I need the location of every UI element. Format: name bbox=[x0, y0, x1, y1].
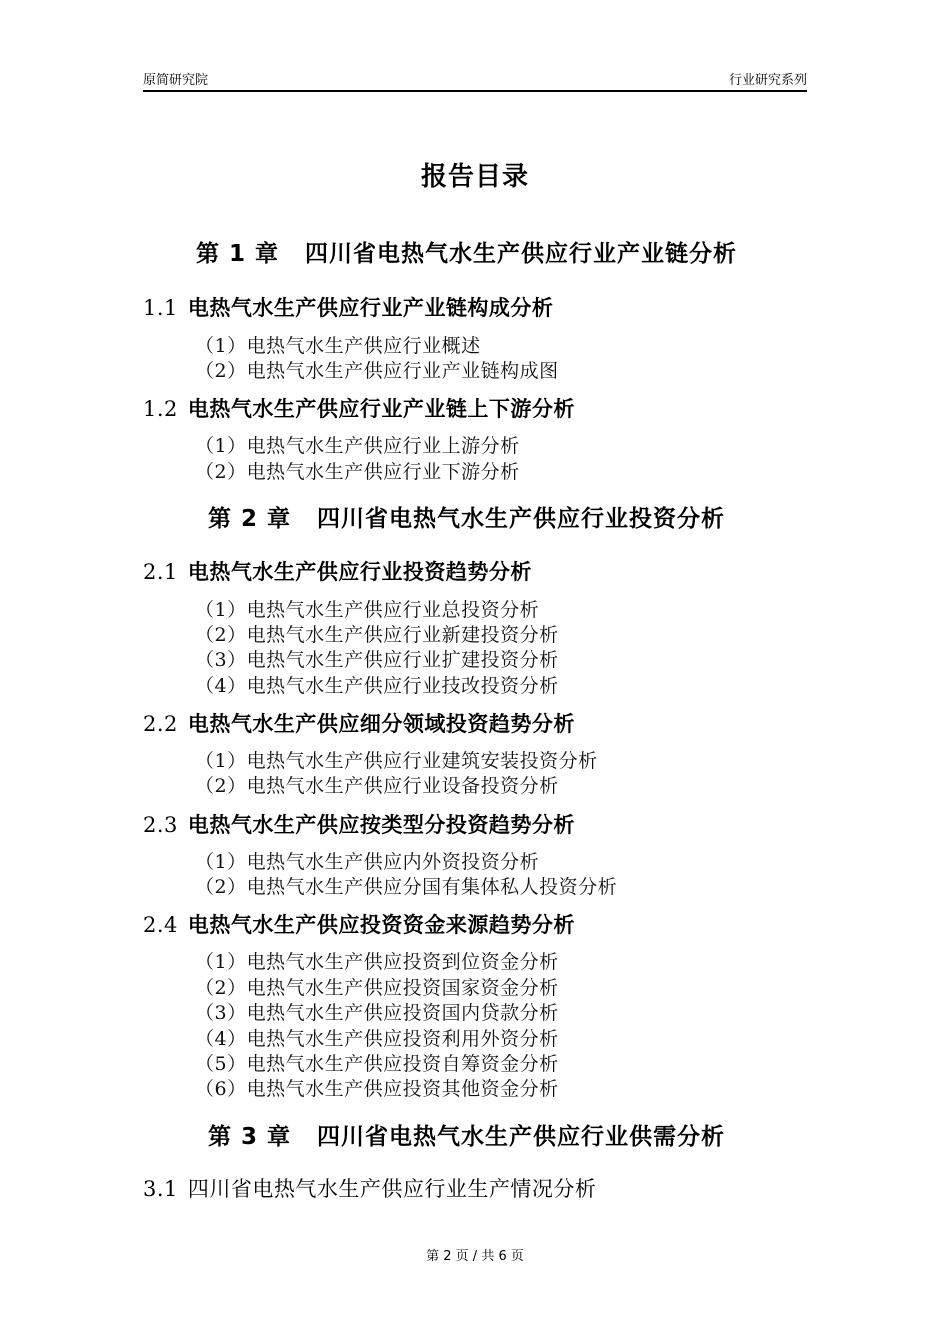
section-title: 电热气水生产供应行业产业链构成分析 bbox=[187, 296, 554, 320]
chapter-title: 四川省电热气水生产供应行业投资分析 bbox=[317, 506, 726, 532]
publisher-name: 原简研究院 bbox=[143, 73, 209, 88]
toc-item: （3）电热气水生产供应投资国内贷款分析 bbox=[195, 1002, 559, 1024]
toc-item: （2）电热气水生产供应行业下游分析 bbox=[195, 461, 520, 483]
section-title: 四川省电热气水生产供应行业生产情况分析 bbox=[187, 1177, 597, 1201]
toc-item: （4）电热气水生产供应行业技改投资分析 bbox=[195, 675, 559, 697]
section-number: 2.1 bbox=[143, 560, 178, 584]
toc-item: （2）电热气水生产供应行业设备投资分析 bbox=[195, 775, 559, 797]
toc-item: （1）电热气水生产供应投资到位资金分析 bbox=[195, 951, 559, 973]
section-heading bbox=[143, 292, 553, 322]
section-number: 1.1 bbox=[143, 296, 178, 320]
toc-item: （1）电热气水生产供应内外资投资分析 bbox=[195, 851, 540, 873]
section-title: 电热气水生产供应细分领域投资趋势分析 bbox=[187, 712, 575, 736]
series-name: 行业研究系列 bbox=[728, 73, 807, 88]
section-title: 电热气水生产供应行业投资趋势分析 bbox=[187, 560, 532, 584]
section-number: 2.4 bbox=[143, 913, 178, 937]
section-title: 电热气水生产供应行业产业链上下游分析 bbox=[187, 397, 575, 421]
section-heading bbox=[143, 708, 575, 738]
toc-item: （5）电热气水生产供应投资自筹资金分析 bbox=[195, 1053, 559, 1075]
page-number: 第 2 页 / 共 6 页 bbox=[426, 1249, 524, 1264]
chapter-number: 第 2 章 bbox=[208, 506, 292, 532]
chapter-number: 第 1 章 bbox=[196, 241, 280, 267]
chapter-heading bbox=[196, 235, 737, 268]
section-number: 3.1 bbox=[143, 1177, 178, 1201]
chapter-title: 四川省电热气水生产供应行业产业链分析 bbox=[305, 241, 738, 267]
toc-item: （6）电热气水生产供应投资其他资金分析 bbox=[195, 1078, 559, 1100]
toc-item: （1）电热气水生产供应行业建筑安装投资分析 bbox=[195, 750, 598, 772]
section-heading bbox=[143, 909, 575, 939]
section-number: 2.3 bbox=[143, 813, 178, 837]
chapter-title: 四川省电热气水生产供应行业供需分析 bbox=[317, 1124, 726, 1150]
toc-item: （4）电热气水生产供应投资利用外资分析 bbox=[195, 1028, 559, 1050]
toc-item: （2）电热气水生产供应分国有集体私人投资分析 bbox=[195, 876, 618, 898]
section-number: 2.2 bbox=[143, 712, 178, 736]
section-heading bbox=[143, 556, 532, 586]
chapter-number: 第 3 章 bbox=[208, 1124, 292, 1150]
toc-item: （1）电热气水生产供应行业上游分析 bbox=[195, 435, 520, 457]
section-heading bbox=[143, 393, 575, 423]
page-header bbox=[143, 66, 807, 92]
toc-item: （2）电热气水生产供应行业产业链构成图 bbox=[195, 360, 559, 382]
toc-item: （2）电热气水生产供应行业新建投资分析 bbox=[195, 624, 559, 646]
section-heading bbox=[143, 1173, 596, 1203]
section-title: 电热气水生产供应投资资金来源趋势分析 bbox=[187, 913, 575, 937]
section-title: 电热气水生产供应按类型分投资趋势分析 bbox=[187, 813, 575, 837]
chapter-heading bbox=[208, 1118, 725, 1151]
toc-item: （1）电热气水生产供应行业总投资分析 bbox=[195, 599, 540, 621]
toc-item: （3）电热气水生产供应行业扩建投资分析 bbox=[195, 649, 559, 671]
toc-item: （1）电热气水生产供应行业概述 bbox=[195, 335, 481, 357]
section-heading bbox=[143, 809, 575, 839]
section-number: 1.2 bbox=[143, 397, 178, 421]
document-title: 报告目录 bbox=[420, 162, 529, 192]
toc-item: （2）电热气水生产供应投资国家资金分析 bbox=[195, 977, 559, 999]
chapter-heading bbox=[208, 500, 725, 533]
